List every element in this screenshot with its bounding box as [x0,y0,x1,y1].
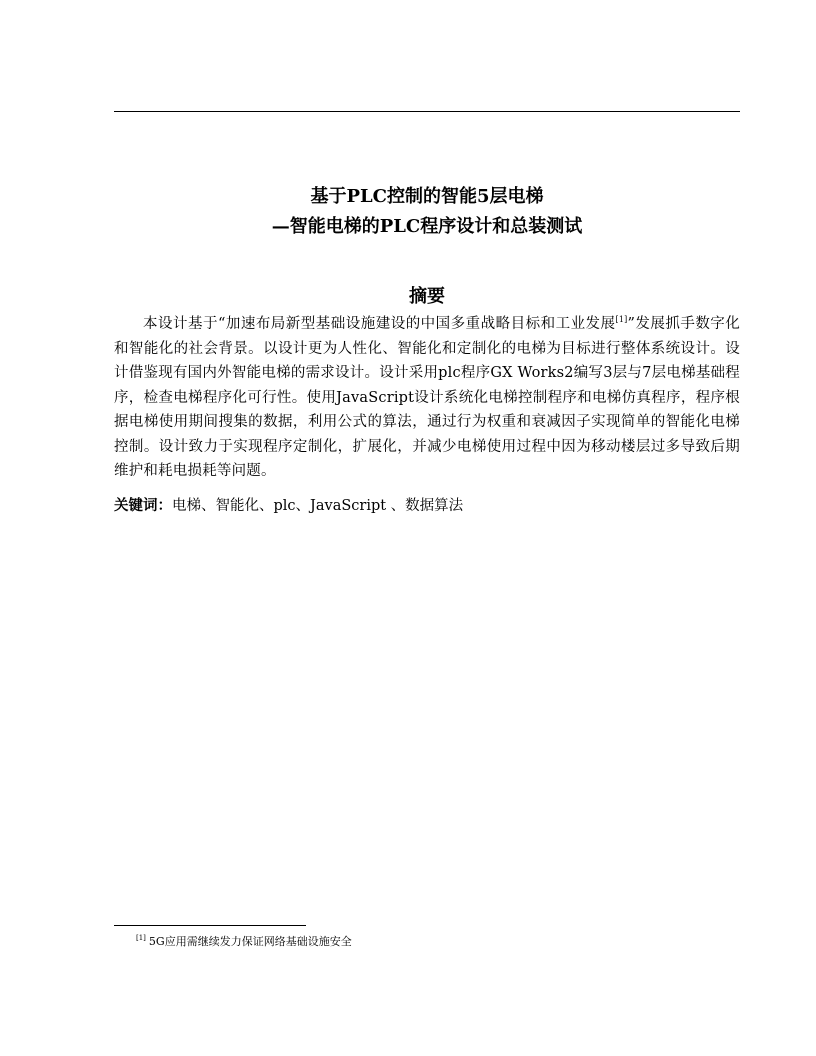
citation-marker[interactable]: [1] [615,315,628,325]
title-block [114,182,740,242]
keywords-line [114,494,740,518]
footnote-marker: [1] [136,934,146,943]
footnote-text: 5G应用需继续发力保证网络基础设施安全 [148,935,352,948]
keywords-label: 关键词： [114,497,172,514]
abstract-heading: 摘要 [409,286,445,307]
footnote [136,933,352,951]
document-title: 基于PLC控制的智能5层电梯 [310,186,544,207]
abstract-text-part2: ”发展抓手数字化和智能化的社会背景。以设计更为人性化、智能化和定制化的电梯为目标进行整体系统设计。设计借鉴现有国内外智能电梯的需求设计。设计采用plc程序GX Works2编写3层与7层电梯基础程序，检查电梯程序化可行性。使用JavaScript设计系统化电梯控制程序和电梯仿真程序，程序根据电梯使用期间搜集的数据，利用公式的算法，通过行为权重和衰减因子实现简单的智能化电梯控制。设计致力于实现程序定制化，扩展化，并减少电梯使用过程中因为移动楼层过多导致后期维护和耗电损耗等问题。 [114,316,740,479]
abstract-text-part1: 本设计基于“加速布局新型基础设施建设的中国多重战略目标和工业发展 [143,316,616,332]
header-rule [114,111,740,112]
abstract-paragraph [114,312,740,484]
keywords-value: 电梯、智能化、plc、JavaScript 、数据算法 [172,498,464,514]
document-subtitle: —智能电梯的PLC程序设计和总装测试 [271,216,583,237]
footnote-rule [114,925,306,926]
